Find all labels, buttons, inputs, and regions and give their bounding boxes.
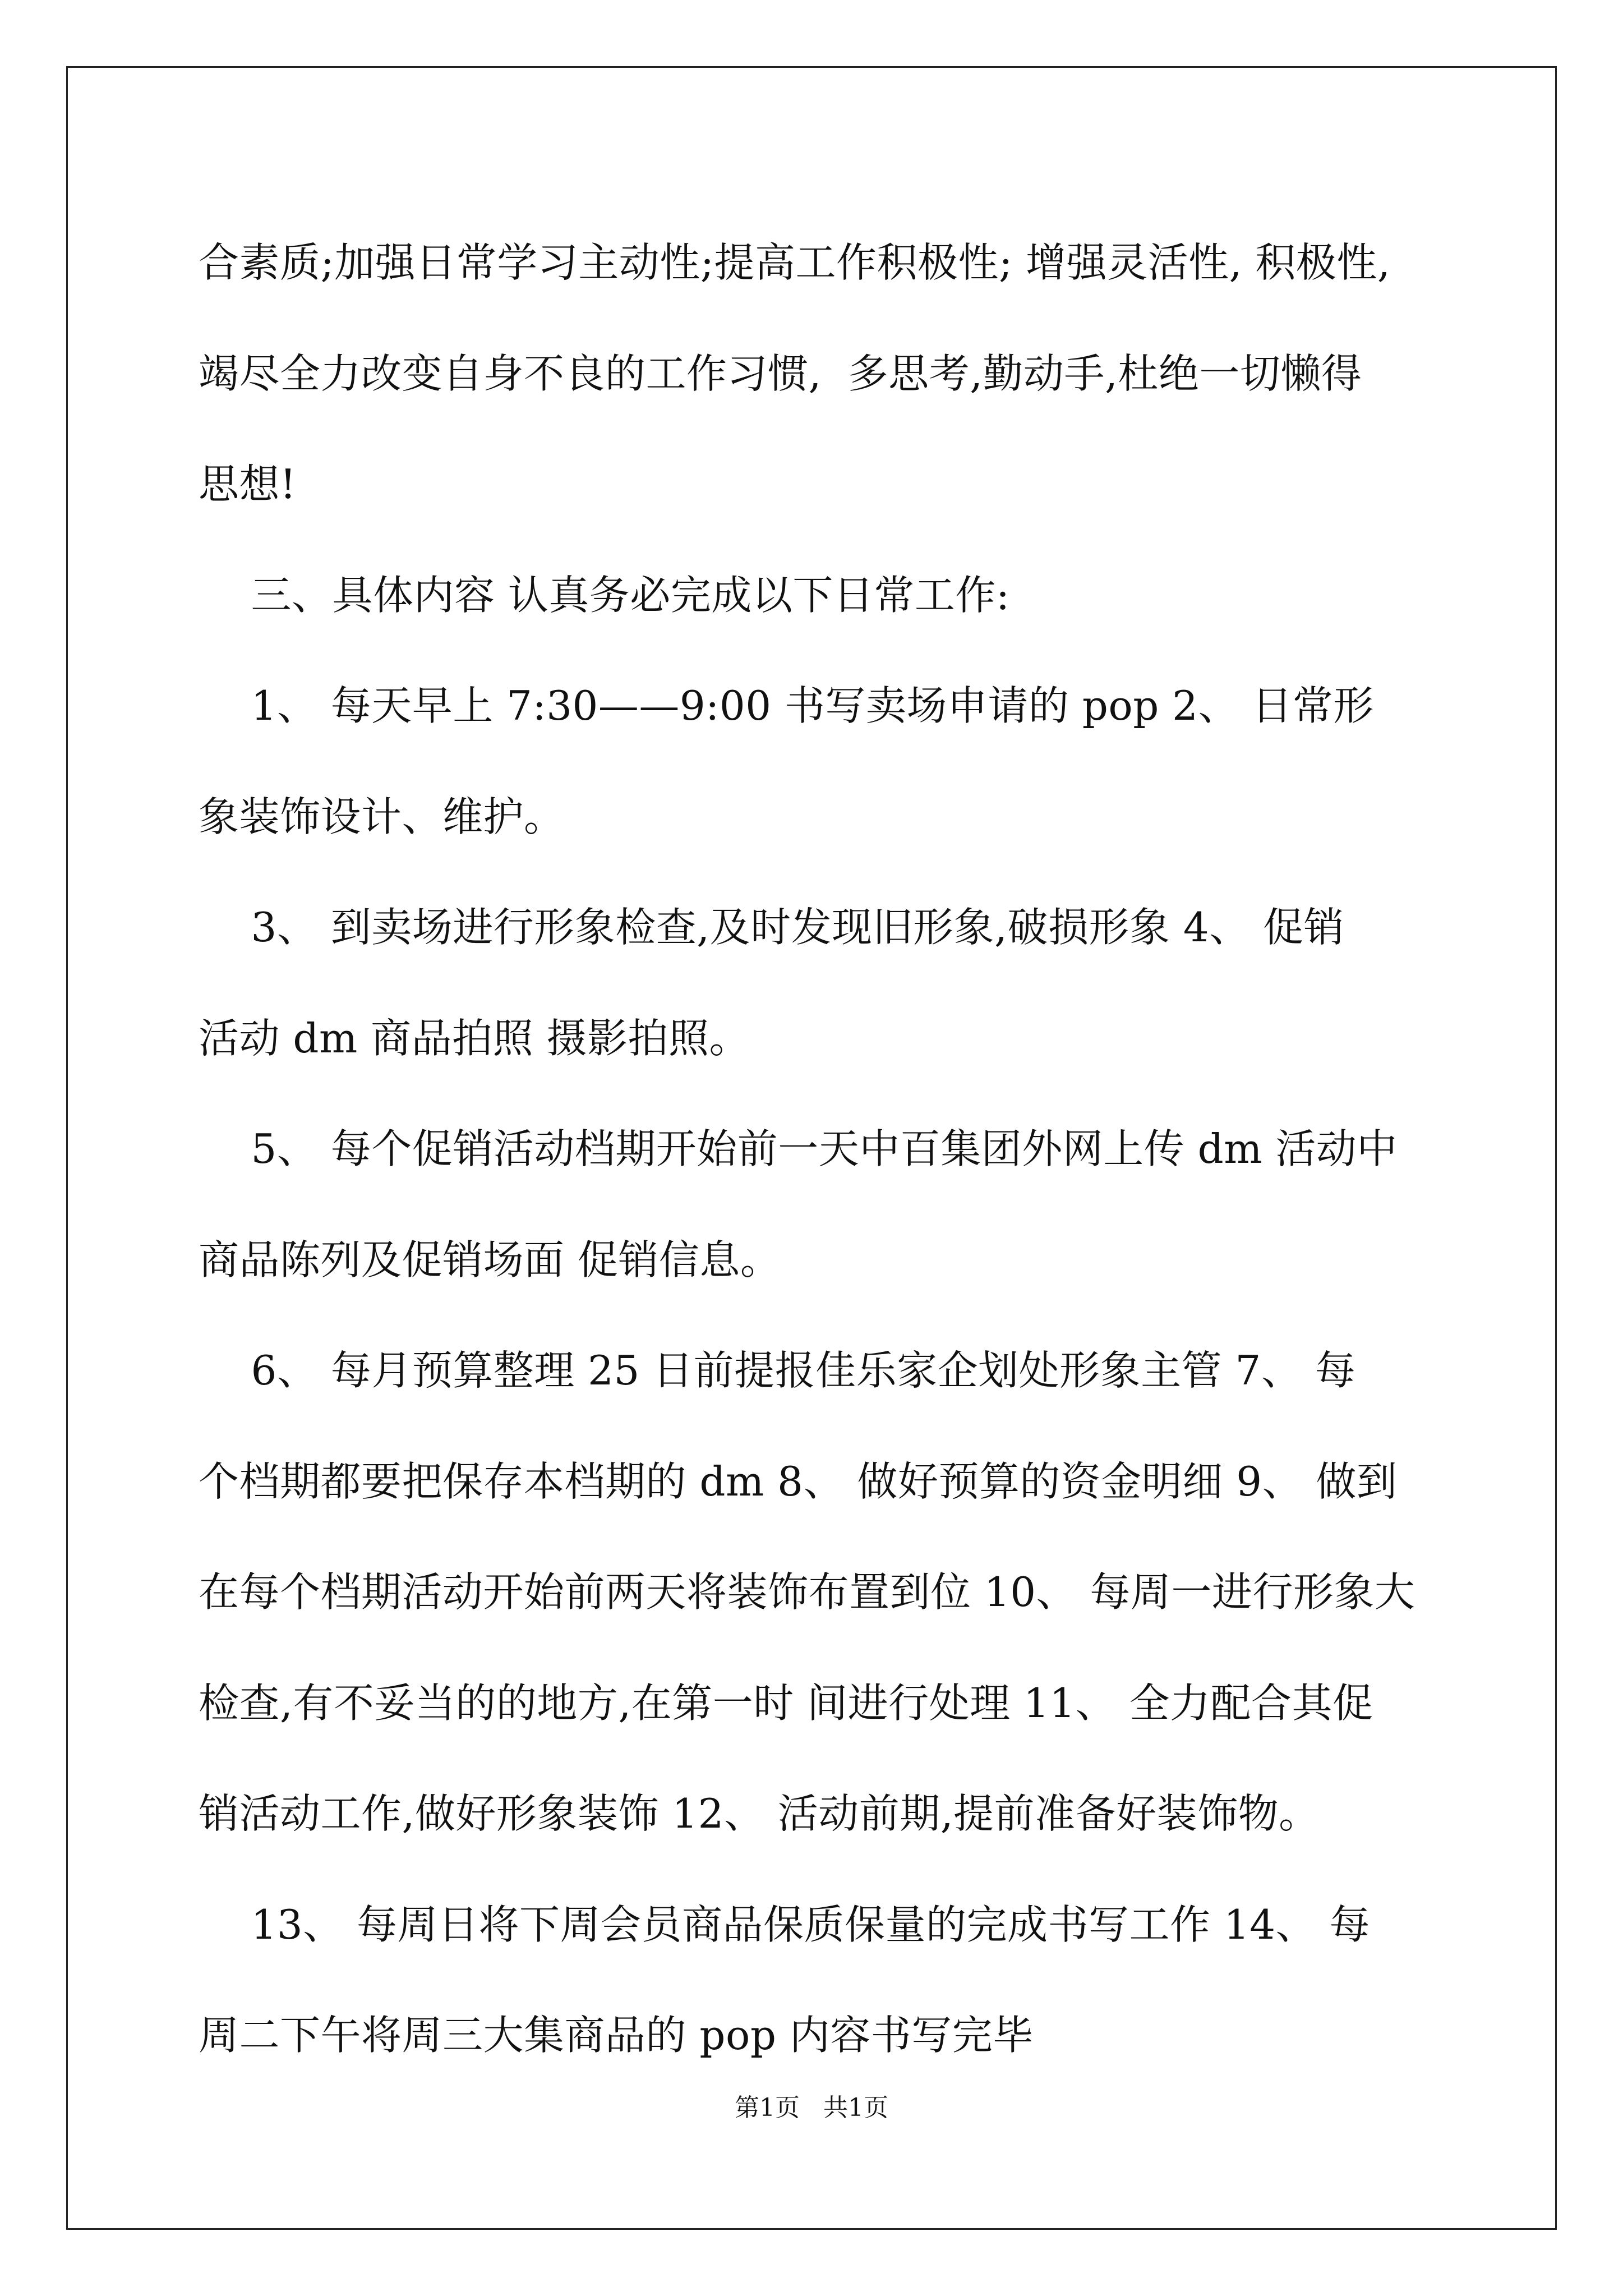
text-line: 销活动工作,做好形象装饰 12、 活动前期,提前准备好装饰物。	[199, 1790, 1320, 1837]
text-line: 商品陈列及促销场面 促销信息。	[199, 1236, 781, 1283]
document-body	[199, 208, 1423, 2091]
text-line: 思想!	[199, 461, 297, 508]
text-line: 合素质;加强日常学习主动性;提高工作积极性; 增强灵活性, 积极性,	[199, 239, 1391, 286]
text-line: 13、 每周日将下周会员商品保质保量的完成书写工作 14、 每	[199, 1901, 1370, 1948]
text-line: 1、 每天早上 7:30——9:00 书写卖场申请的 pop 2、 日常形	[199, 682, 1374, 729]
text-line: 竭尽全力改变自身不良的工作习惯, 多思考,勤动手,杜绝一切懒得	[199, 349, 1362, 397]
text-line: 活动 dm 商品拍照 摄影拍照。	[199, 1014, 750, 1062]
text-line: 周二下午将周三大集商品的 pop 内容书写完毕	[199, 2012, 1034, 2059]
text-line: 检查,有不妥当的的地方,在第一时 间进行处理 11、 全力配合其促	[199, 1679, 1373, 1727]
text-line: 6、 每月预算整理 25 日前提报佳乐家企划处形象主管 7、 每	[199, 1347, 1356, 1394]
text-line: 在每个档期活动开始前两天将装饰布置到位 10、 每周一进行形象大	[199, 1568, 1415, 1616]
text-line: 3、 到卖场进行形象检查,及时发现旧形象,破损形象 4、 促销	[199, 904, 1345, 951]
section-heading: 三、具体内容 认真务必完成以下日常工作:	[199, 571, 1010, 619]
text-line: 象装饰设计、维护。	[199, 793, 565, 840]
text-line: 个档期都要把保存本档期的 dm 8、 做好预算的资金明细 9、 做到	[199, 1457, 1398, 1505]
text-line: 5、 每个促销活动档期开始前一天中百集团外网上传 dm 活动中	[199, 1125, 1398, 1172]
page-footer: 第1页 共1页	[735, 2093, 888, 2122]
